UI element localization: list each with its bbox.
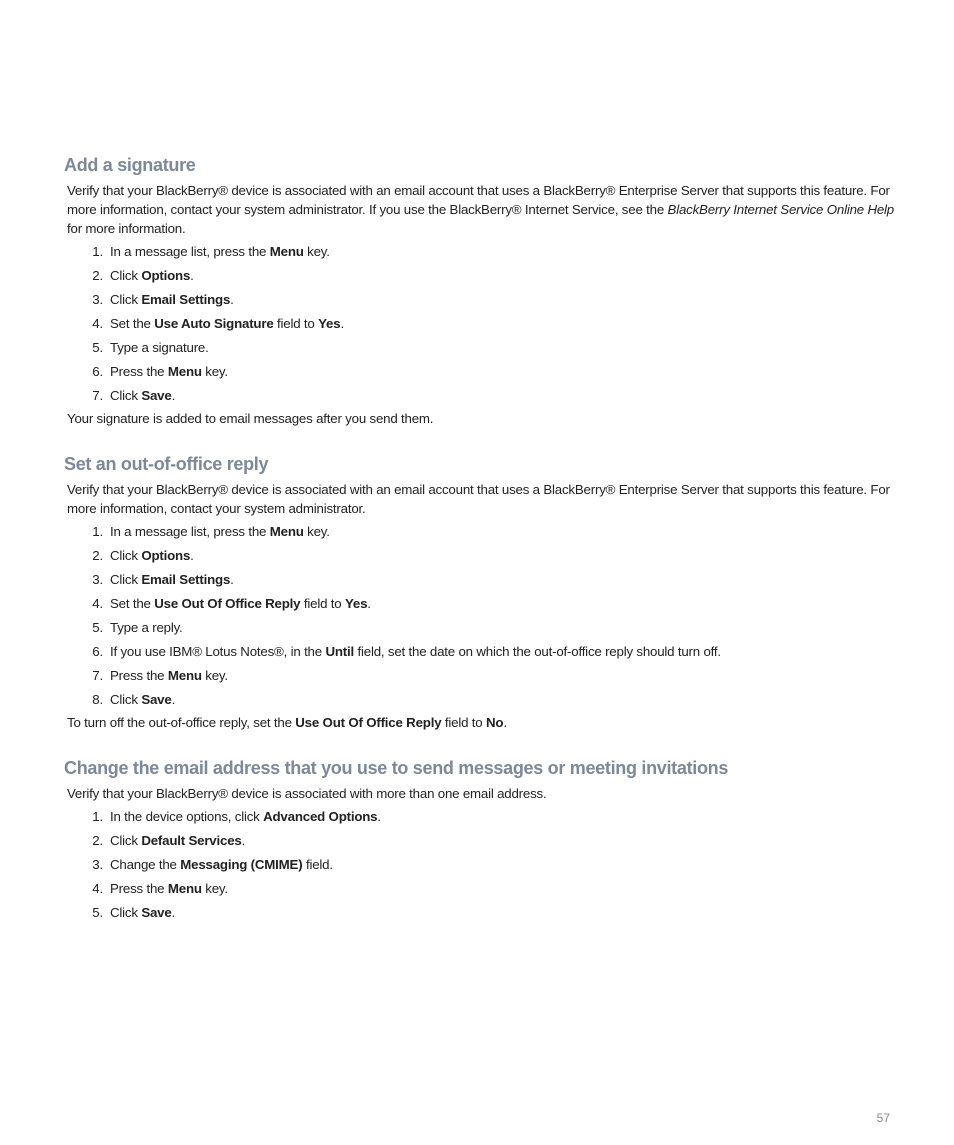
text-run: . — [503, 715, 507, 730]
step-text — [110, 572, 234, 587]
step-text — [110, 268, 194, 283]
step-item — [64, 240, 900, 264]
section-heading: Change the email address that you use to send messages or meeting invitations — [64, 758, 729, 778]
ui-term: Email Settings — [141, 572, 231, 587]
ui-term: Default Services — [141, 833, 242, 848]
step-text — [110, 881, 228, 896]
ui-term: Menu — [167, 668, 202, 683]
step-item — [64, 664, 900, 688]
step-text — [110, 833, 245, 848]
step-item — [64, 384, 900, 408]
step-item — [64, 805, 900, 829]
step-number: 5. — [92, 340, 103, 355]
text-run: Your signature is added to email messages after you send them. — [67, 411, 434, 426]
step-item — [64, 853, 900, 877]
step-list — [64, 805, 900, 925]
text-run: . — [190, 268, 194, 283]
step-text — [110, 644, 721, 659]
step-text — [110, 596, 371, 611]
step-item — [64, 640, 900, 664]
step-number: 2. — [92, 268, 103, 283]
text-run: Click — [110, 268, 142, 283]
ui-term: Use Auto Signature — [154, 316, 274, 331]
step-number: 2. — [92, 833, 103, 848]
text-run: Type a reply. — [110, 620, 183, 635]
step-item — [64, 520, 900, 544]
step-text — [110, 905, 175, 920]
text-run: If you use IBM® Lotus Notes®, in the — [110, 644, 326, 659]
step-number: 6. — [92, 644, 103, 659]
step-number: 4. — [92, 596, 103, 611]
page-number: 57 — [876, 1111, 890, 1125]
step-number: 3. — [92, 292, 103, 307]
ui-term: Yes — [344, 596, 368, 611]
text-run: Change the — [110, 857, 181, 872]
step-number: 3. — [92, 572, 103, 587]
ui-term: Menu — [167, 364, 202, 379]
ui-term: Messaging (CMIME) — [180, 857, 303, 872]
ui-term: Use Out Of Office Reply — [295, 715, 442, 730]
step-number: 1. — [92, 809, 103, 824]
ui-term: Until — [325, 644, 354, 659]
step-number: 8. — [92, 692, 103, 707]
text-run: Press the — [110, 364, 168, 379]
step-number: 7. — [92, 668, 103, 683]
text-run: . — [367, 596, 371, 611]
text-run: In a message list, press the — [110, 244, 270, 259]
ui-term: Use Out Of Office Reply — [154, 596, 301, 611]
text-run: key. — [201, 668, 228, 683]
ui-term: Options — [141, 268, 191, 283]
step-text — [110, 857, 333, 872]
ui-term: No — [485, 715, 504, 730]
text-run: field to — [300, 596, 345, 611]
text-run: Press the — [110, 881, 168, 896]
step-text — [110, 524, 330, 539]
section-heading: Add a signature — [64, 155, 196, 175]
text-run: Click — [110, 692, 142, 707]
step-list — [64, 240, 900, 408]
text-run: field, set the date on which the out-of-office reply should turn off. — [354, 644, 721, 659]
text-run: field to — [273, 316, 319, 331]
text-run: Click — [110, 548, 142, 563]
section-intro — [67, 784, 900, 803]
step-item — [64, 829, 900, 853]
step-item — [64, 901, 900, 925]
step-text — [110, 340, 209, 355]
ui-term: Save — [141, 388, 172, 403]
text-run: field to — [441, 715, 486, 730]
text-run: field. — [302, 857, 333, 872]
text-run: To turn off the out-of-office reply, set the — [67, 715, 296, 730]
text-run: Click — [110, 292, 142, 307]
text-run: for more information. — [67, 221, 186, 236]
step-list — [64, 520, 900, 712]
step-number: 2. — [92, 548, 103, 563]
section-intro — [67, 181, 900, 238]
step-number: 1. — [92, 244, 103, 259]
step-item — [64, 336, 900, 360]
ui-term: Menu — [269, 524, 304, 539]
text-run: . — [241, 833, 246, 848]
step-number: 6. — [92, 364, 103, 379]
step-item — [64, 877, 900, 901]
step-text — [110, 292, 234, 307]
ui-term: Advanced Options — [263, 809, 378, 824]
text-run: Verify that your BlackBerry® device is associated with more than one email address. — [67, 786, 547, 801]
step-text — [110, 388, 175, 403]
step-text — [110, 692, 175, 707]
section-heading: Set an out-of-office reply — [64, 454, 269, 474]
step-item — [64, 568, 900, 592]
ui-term: Options — [141, 548, 191, 563]
text-run: key. — [201, 881, 228, 896]
ui-term: Save — [141, 692, 172, 707]
ui-term: Yes — [318, 316, 341, 331]
text-run: In a message list, press the — [110, 524, 270, 539]
step-text — [110, 244, 330, 259]
doc-reference: BlackBerry Internet Service Online Help — [667, 202, 895, 217]
text-run: key. — [201, 364, 228, 379]
text-run: key. — [303, 524, 330, 539]
text-run: . — [171, 905, 176, 920]
ui-term: Email Settings — [141, 292, 231, 307]
step-item — [64, 616, 900, 640]
section-change-email-address — [64, 755, 900, 925]
ui-term: Menu — [167, 881, 202, 896]
section-result — [67, 409, 900, 428]
text-run: . — [171, 388, 176, 403]
text-run: Type a signature. — [110, 340, 209, 355]
step-text — [110, 668, 228, 683]
text-run: key. — [303, 244, 330, 259]
step-number: 3. — [92, 857, 103, 872]
step-number: 4. — [92, 316, 103, 331]
section-out-of-office — [64, 451, 900, 732]
step-number: 1. — [92, 524, 103, 539]
step-item — [64, 288, 900, 312]
step-item — [64, 592, 900, 616]
text-run: Click — [110, 388, 142, 403]
text-run: Set the — [110, 316, 155, 331]
document-body — [64, 152, 900, 925]
step-text — [110, 809, 381, 824]
text-run: . — [230, 292, 234, 307]
step-item — [64, 544, 900, 568]
text-run: . — [230, 572, 234, 587]
text-run: Click — [110, 572, 142, 587]
section-result — [67, 713, 900, 732]
step-number: 5. — [92, 905, 103, 920]
text-run: . — [377, 809, 381, 824]
text-run: Press the — [110, 668, 168, 683]
step-number: 7. — [92, 388, 103, 403]
step-number: 5. — [92, 620, 103, 635]
text-run: Click — [110, 833, 142, 848]
step-item — [64, 264, 900, 288]
text-run: . — [190, 548, 194, 563]
step-text — [110, 548, 194, 563]
step-item — [64, 312, 900, 336]
ui-term: Save — [141, 905, 172, 920]
text-run: Verify that your BlackBerry® device is associated with an email account that uses a BlackBerry® Enterprise Server that supports this feature. For more information, contact your system administrator. — [67, 482, 890, 516]
step-number: 4. — [92, 881, 103, 896]
section-intro — [67, 480, 900, 518]
section-add-signature — [64, 152, 900, 428]
text-run: . — [171, 692, 176, 707]
ui-term: Menu — [269, 244, 304, 259]
text-run: . — [340, 316, 344, 331]
step-item — [64, 688, 900, 712]
step-text — [110, 364, 228, 379]
step-text — [110, 620, 183, 635]
text-run: Click — [110, 905, 142, 920]
step-text — [110, 316, 344, 331]
step-item — [64, 360, 900, 384]
text-run: In the device options, click — [110, 809, 264, 824]
text-run: Verify that your BlackBerry® device is associated with an email account that uses a BlackBerry® Enterprise Server that supports this feature. For more information, contact your system administrator. If you use the BlackBerry® Internet Service, see the — [67, 183, 890, 217]
text-run: Set the — [110, 596, 155, 611]
